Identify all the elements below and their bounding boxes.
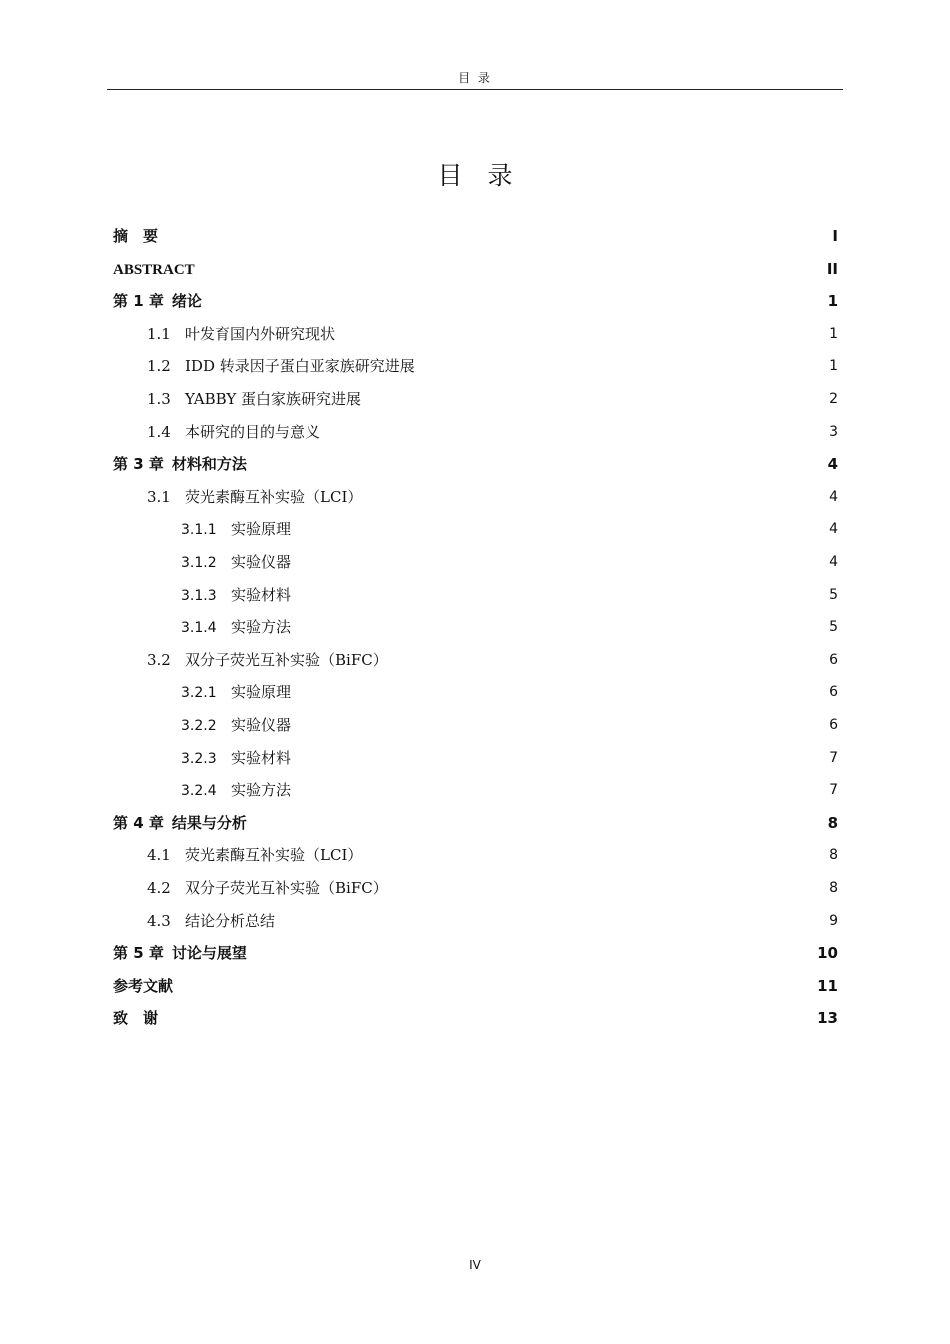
toc-entry[interactable] [113, 1002, 838, 1034]
toc-entry-label: 荧光素酶互补实验（LCI） [185, 487, 363, 506]
toc-entry-label: ABSTRACT [113, 261, 195, 278]
toc-entry-page-number: 3 [829, 423, 838, 440]
toc-entry[interactable] [113, 611, 838, 643]
toc-entry-number: 第 4 章 [113, 813, 164, 832]
toc-entry-number: 第 3 章 [113, 455, 164, 474]
toc-entry-page-number: 7 [829, 749, 838, 766]
running-header: 目 录 [107, 70, 843, 90]
toc-entry-label: YABBY 蛋白家族研究进展 [185, 390, 362, 408]
toc-entry-label: 实验材料 [231, 748, 292, 767]
toc-entry-page-number: 4 [829, 554, 838, 570]
page-number: IV [469, 1258, 481, 1272]
toc-entry-number: 3.1.3 [181, 587, 217, 604]
toc-entry-label: 致 谢 [113, 1011, 159, 1028]
toc-entry[interactable] [113, 676, 838, 708]
toc-entry-page-number: 1 [829, 358, 838, 375]
toc-entry-number: 1.4 [147, 422, 171, 441]
toc-entry-page-number: 5 [829, 619, 838, 636]
toc-entry-page-number: 7 [829, 782, 838, 799]
toc-entry-number: 第 1 章 [113, 292, 164, 311]
toc-entry-page-number: 4 [829, 488, 838, 505]
toc-entry[interactable] [113, 774, 838, 806]
toc-entry-label: 实验原理 [231, 520, 292, 539]
toc-entry[interactable] [113, 285, 838, 317]
toc-entry[interactable] [113, 872, 838, 904]
toc-entry-page-number: 6 [829, 717, 838, 733]
toc-entry-number: 3.1.4 [181, 620, 217, 637]
toc-entry-page-number: 8 [829, 880, 838, 896]
toc-entry-label: 讨论与展望 [171, 946, 247, 963]
toc-entry[interactable] [113, 220, 838, 252]
toc-entry[interactable] [113, 709, 838, 741]
toc-entry[interactable] [113, 546, 838, 578]
toc-entry[interactable] [113, 905, 838, 937]
toc-entry-page-number: 9 [829, 912, 838, 929]
toc-entry[interactable] [113, 742, 838, 774]
toc-entry-number: 1.2 [147, 357, 171, 376]
toc-entry-label: 结论分析总结 [185, 911, 276, 930]
toc-entry-label: 实验方法 [231, 781, 292, 800]
toc-entry-label: 实验材料 [231, 585, 292, 604]
toc-entry-number: 3.1.1 [181, 522, 217, 539]
toc-entry-page-number: II [826, 259, 838, 278]
toc-entry-page-number: 8 [829, 847, 838, 864]
toc-entry-page-number: 6 [829, 684, 838, 701]
toc-entry[interactable] [113, 807, 838, 839]
toc-entry-number: 3.2.2 [181, 718, 217, 734]
toc-entry-number: 3.2.4 [181, 783, 217, 800]
toc-entry-page-number: I [832, 227, 838, 245]
toc-entry-number: 3.1 [147, 487, 171, 506]
toc-entry-label: 本研究的目的与意义 [185, 422, 321, 441]
toc-entry-number: 3.2.1 [181, 685, 217, 702]
toc-entry-page-number: 4 [827, 455, 838, 474]
toc-entry-page-number: 6 [829, 651, 838, 668]
toc-entry[interactable] [113, 937, 838, 969]
toc-entry-number: 3.1.2 [181, 555, 217, 571]
toc-entry-number: 3.2.3 [181, 750, 217, 767]
toc-entry-label: 荧光素酶互补实验（LCI） [185, 846, 363, 865]
toc-entry[interactable] [113, 481, 838, 513]
toc-entry[interactable] [113, 318, 838, 350]
toc-entry[interactable] [113, 448, 838, 480]
toc-entry-page-number: 11 [817, 976, 838, 995]
toc-entry-label: 实验仪器 [231, 553, 292, 571]
toc-entry-label: 绪论 [171, 294, 202, 311]
toc-entry-page-number: 1 [829, 325, 838, 342]
toc-entry[interactable] [113, 579, 838, 611]
toc-entry-number: 4.2 [147, 879, 171, 897]
toc-entry[interactable] [113, 383, 838, 415]
toc-entry-label: 实验方法 [231, 618, 292, 637]
toc-entry[interactable] [113, 644, 838, 676]
toc-entry-number: 第 5 章 [113, 944, 164, 963]
toc-entry-number: 4.3 [147, 911, 171, 930]
toc-entry-label: 结果与分析 [171, 815, 247, 832]
toc-entry-label: 实验仪器 [231, 716, 292, 734]
toc-entry-label: 摘 要 [113, 229, 159, 245]
toc-entry[interactable] [113, 416, 838, 448]
toc-entry[interactable] [113, 253, 838, 285]
toc-entry-label: 参考文献 [113, 978, 174, 995]
toc-entry-label: 材料和方法 [171, 457, 247, 474]
toc-entry[interactable] [113, 350, 838, 382]
toc-entry-label: 叶发育国内外研究现状 [185, 324, 336, 343]
toc-entry-page-number: 5 [829, 586, 838, 603]
toc-entry-number: 1.3 [147, 390, 171, 408]
toc-entry-page-number: 13 [817, 1009, 838, 1028]
toc-entry[interactable] [113, 839, 838, 871]
toc-entry-label: 双分子荧光互补实验（BiFC） [185, 650, 388, 669]
toc-entry-number: 3.2 [147, 650, 171, 669]
toc-entry[interactable] [113, 970, 838, 1002]
toc-entry-number: 4.1 [147, 846, 171, 865]
toc-title: 目 录 [437, 161, 513, 190]
toc-entry-page-number: 10 [817, 944, 838, 963]
toc-entry-label: IDD 转录因子蛋白亚家族研究进展 [185, 357, 415, 376]
toc-entry-page-number: 2 [829, 391, 838, 407]
toc-entry-page-number: 8 [827, 813, 838, 832]
toc-entry[interactable] [113, 513, 838, 545]
toc-entry-label: 实验原理 [231, 683, 292, 702]
toc-entry-label: 双分子荧光互补实验（BiFC） [185, 879, 388, 897]
toc-entry-page-number: 4 [829, 521, 838, 538]
toc-entry-number: 1.1 [147, 324, 171, 343]
toc-entry-page-number: 1 [827, 292, 838, 311]
